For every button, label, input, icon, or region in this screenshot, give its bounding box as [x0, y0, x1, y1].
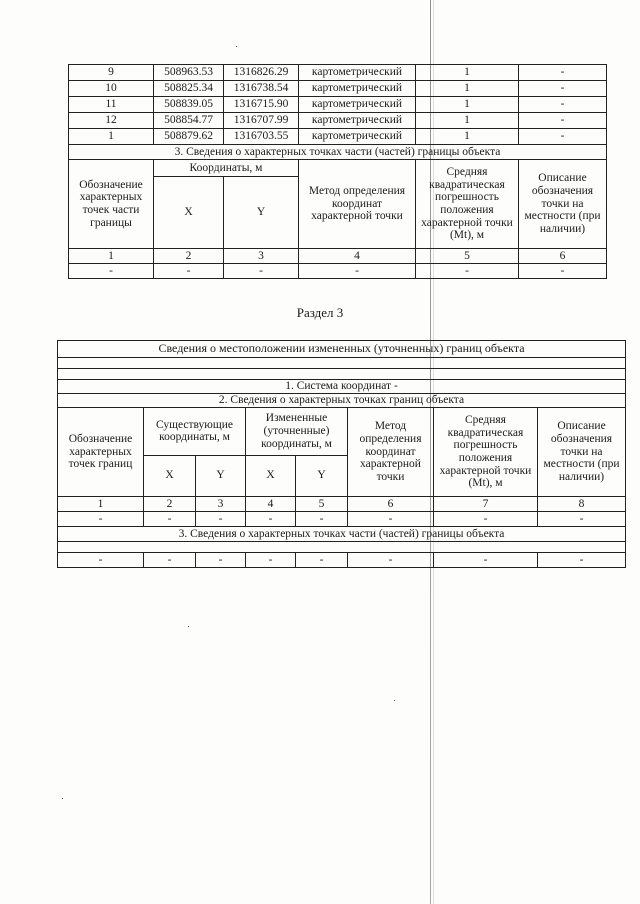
- header-accuracy: Средняя квадратическая погрешность положения характерной точки (Mt), м: [416, 160, 519, 249]
- table-row: [69, 81, 607, 97]
- header-designation: Обозначение характерных точек части границы: [69, 160, 154, 249]
- changed-boundaries-table: [57, 340, 626, 568]
- header-existing-coordinates: Существующие координаты, м: [144, 408, 246, 456]
- section-title: Раздел 3: [296, 305, 344, 320]
- scan-speck: [394, 700, 395, 701]
- blank-row: [58, 358, 626, 369]
- column-number: 8: [538, 497, 626, 512]
- dash-cell: -: [69, 264, 154, 279]
- column-number: 6: [348, 497, 434, 512]
- dash-cell: -: [519, 264, 607, 279]
- dash-cell: -: [434, 512, 538, 527]
- point-description: -: [519, 113, 607, 129]
- point-description: -: [519, 81, 607, 97]
- point-number: 11: [69, 97, 154, 113]
- point-x: 508963.53: [154, 65, 224, 81]
- scan-speck: [62, 798, 63, 799]
- dash-cell: -: [144, 553, 196, 568]
- point-method: картометрический: [299, 97, 416, 113]
- header-x-existing: X: [144, 455, 196, 496]
- column-number: 3: [224, 249, 299, 264]
- dash-cell: -: [348, 512, 434, 527]
- column-numbers-row: [58, 497, 626, 512]
- dash-cell: -: [154, 264, 224, 279]
- header-x-changed: X: [246, 455, 296, 496]
- header-y-changed: Y: [296, 455, 348, 496]
- blank-row: [58, 542, 626, 553]
- dash-cell: -: [196, 553, 246, 568]
- point-description: -: [519, 97, 607, 113]
- header-description: Описание обозначения точки на местности (при наличии): [519, 160, 607, 249]
- table-row: [69, 65, 607, 81]
- column-number: 6: [519, 249, 607, 264]
- point-accuracy: 1: [416, 81, 519, 97]
- scan-speck: [236, 46, 237, 47]
- header-description: Описание обозначения точки на местности (при наличии): [538, 408, 626, 497]
- dash-cell: -: [58, 512, 144, 527]
- point-accuracy: 1: [416, 65, 519, 81]
- header-coordinates: Координаты, м: [154, 160, 299, 177]
- dash-cell: -: [144, 512, 196, 527]
- point-y: 1316715.90: [224, 97, 299, 113]
- point-number: 9: [69, 65, 154, 81]
- column-number: 4: [246, 497, 296, 512]
- boundary-points-table: [68, 64, 607, 279]
- part-points-title: 3. Сведения о характерных точках части (частей) границы объекта: [69, 145, 607, 160]
- table-row: [69, 97, 607, 113]
- table-row: [69, 129, 607, 145]
- column-number: 1: [69, 249, 154, 264]
- dash-cell: -: [416, 264, 519, 279]
- dash-cell: -: [58, 553, 144, 568]
- dash-cell: -: [224, 264, 299, 279]
- point-method: картометрический: [299, 65, 416, 81]
- point-x: 508839.05: [154, 97, 224, 113]
- empty-data-row: [58, 512, 626, 527]
- header-changed-coordinates: Измененные (уточненные) координаты, м: [246, 408, 348, 456]
- table-row: [69, 113, 607, 129]
- point-accuracy: 1: [416, 97, 519, 113]
- dash-cell: -: [434, 553, 538, 568]
- point-accuracy: 1: [416, 129, 519, 145]
- dash-cell: -: [296, 553, 348, 568]
- point-description: -: [519, 65, 607, 81]
- scan-speck: [188, 626, 189, 627]
- coordinate-system: 1. Система координат -: [58, 380, 626, 394]
- header-accuracy: Средняя квадратическая погрешность положения характерной точки (Mt), м: [434, 408, 538, 497]
- header-y: Y: [224, 177, 299, 249]
- column-number: 2: [144, 497, 196, 512]
- dash-cell: -: [246, 512, 296, 527]
- header-y-existing: Y: [196, 455, 246, 496]
- dash-cell: -: [299, 264, 416, 279]
- point-x: 508825.34: [154, 81, 224, 97]
- point-y: 1316826.29: [224, 65, 299, 81]
- header-method: Метод определения координат характерной точки: [299, 160, 416, 249]
- point-y: 1316707.99: [224, 113, 299, 129]
- table-title: Сведения о местоположении измененных (уточненных) границ объекта: [58, 341, 626, 358]
- column-number: 5: [416, 249, 519, 264]
- dash-cell: -: [538, 512, 626, 527]
- dash-cell: -: [196, 512, 246, 527]
- point-accuracy: 1: [416, 113, 519, 129]
- column-number: 1: [58, 497, 144, 512]
- empty-data-row: [58, 553, 626, 568]
- point-number: 12: [69, 113, 154, 129]
- dash-cell: -: [296, 512, 348, 527]
- column-number: 4: [299, 249, 416, 264]
- header-designation: Обозначение характерных точек границ: [58, 408, 144, 497]
- point-number: 1: [69, 129, 154, 145]
- header-method: Метод определения координат характерной точки: [348, 408, 434, 497]
- blank-row: [58, 369, 626, 380]
- dash-cell: -: [538, 553, 626, 568]
- point-x: 508854.77: [154, 113, 224, 129]
- dash-cell: -: [246, 553, 296, 568]
- header-x: X: [154, 177, 224, 249]
- point-y: 1316703.55: [224, 129, 299, 145]
- column-number: 5: [296, 497, 348, 512]
- column-number: 3: [196, 497, 246, 512]
- point-method: картометрический: [299, 81, 416, 97]
- point-number: 10: [69, 81, 154, 97]
- part-points-title: 3. Сведения о характерных точках части (частей) границы объекта: [58, 527, 626, 542]
- column-number: 2: [154, 249, 224, 264]
- point-x: 508879.62: [154, 129, 224, 145]
- point-description: -: [519, 129, 607, 145]
- point-y: 1316738.54: [224, 81, 299, 97]
- empty-data-row: [69, 264, 607, 279]
- column-number: 7: [434, 497, 538, 512]
- points-title: 2. Сведения о характерных точках границ объекта: [58, 394, 626, 408]
- dash-cell: -: [348, 553, 434, 568]
- point-method: картометрический: [299, 113, 416, 129]
- column-numbers-row: [69, 249, 607, 264]
- point-method: картометрический: [299, 129, 416, 145]
